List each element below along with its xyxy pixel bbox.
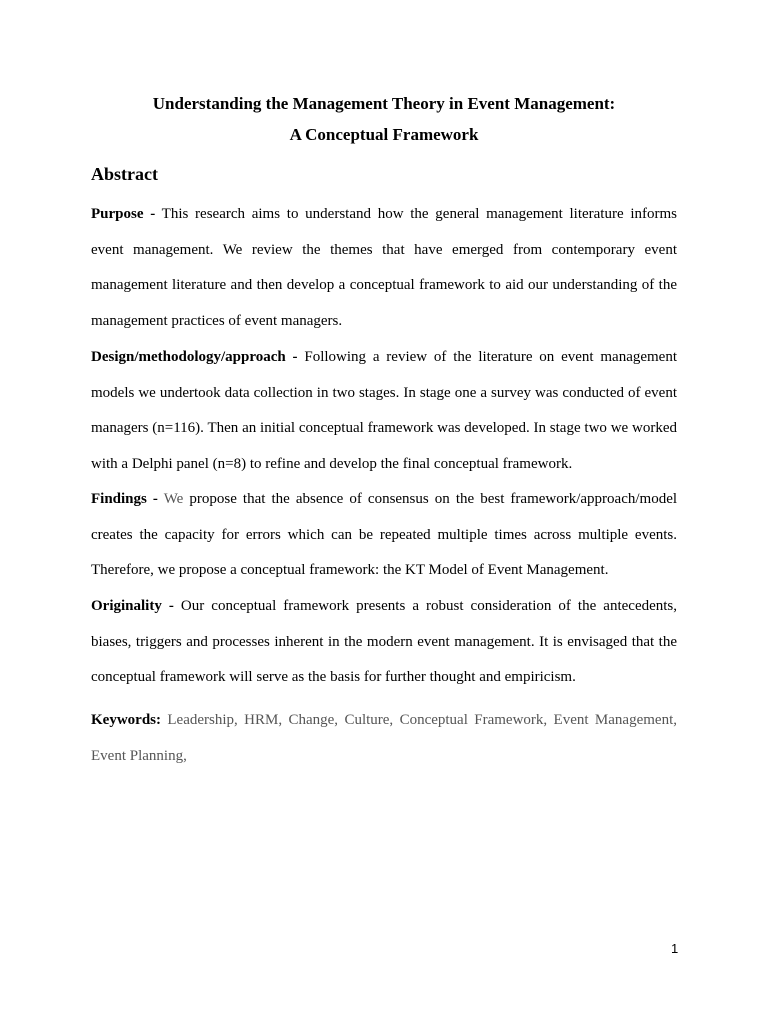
design-text: Following a review of the literature on event management models we undertook data collection in two stages. In stage one a survey was conducted of event managers (n=116). Then an initial conceptual framework was developed. In stage two we worked with a Delphi panel (n=8) to refine and develop the final conceptual framework. [91, 349, 677, 472]
findings-text-lead: We [163, 491, 184, 507]
purpose-paragraph [91, 197, 677, 339]
findings-paragraph [91, 482, 677, 589]
design-paragraph [91, 340, 677, 482]
purpose-text: This research aims to understand how the general management literature informs event management. We review the themes that have emerged from contemporary event management literature and then develop a conceptual framework to aid our understanding of the management practices of event managers. [91, 206, 677, 329]
originality-paragraph [91, 589, 677, 696]
paper-title-line-1: Understanding the Management Theory in Event Management: [152, 94, 616, 113]
paper-title-line-2: A Conceptual Framework [289, 125, 479, 144]
purpose-label: Purpose - [91, 206, 156, 222]
abstract-heading: Abstract [91, 164, 158, 184]
findings-label: Findings - [91, 491, 158, 507]
originality-label: Originality - [91, 598, 174, 614]
design-label: Design/methodology/approach - [91, 349, 298, 365]
originality-text: Our conceptual framework presents a robust consideration of the antecedents, biases, triggers and processes inherent in the modern event management. It is envisaged that the conceptual framework will serve as the basis for further thought and empiricism. [91, 598, 678, 686]
keywords-paragraph [91, 703, 677, 774]
keywords-label: Keywords: [91, 712, 161, 728]
findings-text: propose that the absence of consensus on the best framework/approach/model creates the capacity for errors which can be repeated multiple times across multiple events. Therefore, we propose a conceptual framework: the KT Model of Event Management. [91, 491, 678, 579]
page-number: 1 [671, 941, 679, 956]
keywords-text: Leadership, HRM, Change, Culture, Conceptual Framework, Event Management, Event Planning, [91, 712, 677, 764]
